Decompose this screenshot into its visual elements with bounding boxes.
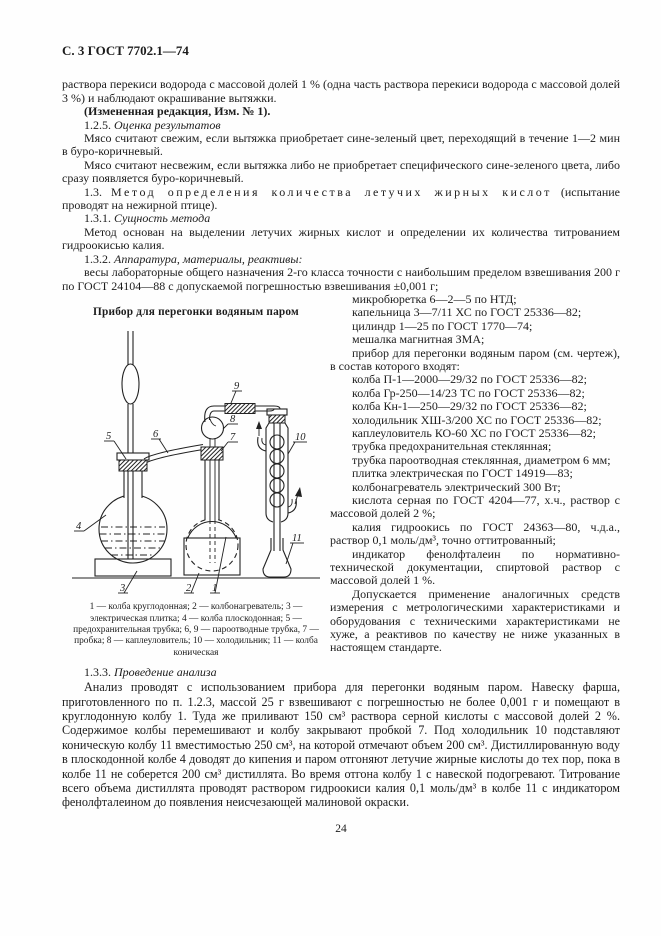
section-number: 1.3.2. (84, 251, 111, 266)
section-1-3-heading (62, 186, 620, 213)
flask4-stopper (119, 460, 147, 471)
list-item: цилиндр 1—25 по ГОСТ 1770—74; (352, 318, 533, 333)
figure-callout-10: 10 (295, 432, 306, 444)
figure-callout-7: 7 (230, 432, 236, 444)
section-number: 1.3. (84, 184, 102, 199)
list-item: кислота серная по ГОСТ 4204—77, х.ч., раствор с массовой долей 2 %; (330, 493, 620, 521)
section-title: Аппаратура, материалы, реактивы: (114, 251, 303, 266)
equivalence-note: Допускается применение аналогичных средств измерения с метрологическими характеристиками и оборудования с техническими характеристиками не хуже, а реактивов по качеству не ниже указанных в настоящем стандарте. (330, 586, 620, 655)
list-item: мешалка магнитная ЗМА; (352, 332, 485, 347)
list-item: трубка пароотводная стеклянная, диаметром 6 мм; (352, 452, 611, 467)
flow-arrow-out (295, 487, 302, 504)
flow-arrow-up (256, 421, 262, 436)
section-1-2-5-heading (62, 119, 620, 132)
paragraph-carryover: раствора перекиси водорода с массовой долей 1 % (одна часть раствора перекиси водорода с массовой долей 3 %) и наблюдают окрашивание вытяжки. (62, 77, 620, 105)
section-number: 1.3.1. (84, 211, 111, 226)
page-number: 24 (335, 822, 347, 835)
figure-callouts (74, 381, 307, 594)
figure-callout-5: 5 (106, 431, 112, 443)
section-title-spaced: Метод определения количества летучих жирных кислот (111, 184, 552, 199)
steam-tube (144, 445, 203, 465)
figure-callout-4: 4 (76, 521, 82, 533)
figure-callout-3: 3 (120, 583, 126, 595)
two-column-block (62, 293, 620, 659)
paragraph-scales: весы лабораторные общего назначения 2-го класса точности с наибольшим пределом взвешивания 200 г по ГОСТ 24104—88 с допускаемой погрешностью взвешивания ±0,001 г; (62, 265, 620, 293)
figure-title: Прибор для перегонки водяным паром (93, 305, 299, 318)
figure-callout-6: 6 (153, 429, 159, 441)
section-1-3-2-heading (62, 253, 620, 266)
amendment-note: (Измененная редакция, Изм. № 1). (84, 104, 271, 119)
figure-callout-9: 9 (234, 381, 240, 393)
list-item: колбонагреватель электрический 300 Вт; (352, 479, 561, 494)
intro-text (62, 78, 620, 293)
list-item: трубка предохранительная стеклянная; (352, 439, 552, 454)
analysis-section (62, 666, 620, 810)
figure-callout-8: 8 (230, 414, 236, 426)
list-item: прибор для перегонки водяным паром (см. чертеж), в состав которого входят: (330, 345, 620, 373)
figure-callout-11: 11 (292, 533, 302, 545)
section-title: Проведение анализа (114, 664, 217, 679)
paragraph-stale-meat: Мясо считают несвежим, если вытяжка либо не приобретает специфического сине-зеленого цвета, либо сразу появляется буро-коричневый. (62, 157, 620, 186)
conical-flask (263, 538, 291, 577)
section-1-3-1-heading (62, 212, 620, 225)
list-item: колба Гр-250—14/23 ТС по ГОСТ 25336—82; (352, 385, 585, 400)
section-title-rest: (испытание проводят на нежирной птице). (62, 184, 621, 213)
flask1-stopper (201, 447, 223, 460)
list-item: индикатор фенолфталеин по нормативно-технической документации, спиртовой раствор с массовой долей 1 %. (330, 546, 620, 588)
list-item: капельница 3—7/11 ХС по ГОСТ 25336—82; (352, 305, 582, 320)
analysis-procedure-text: Анализ проводят с использованием прибора для перегонки водяным паром. Навеску фарша, приготовленного по п. 1.2.3, массой 25 г взвешивают с погрешностью не более 0,001 г и помещают в круглодонную колбу 1. Туда же приливают 150 см³ раствора серной кислоты с массовой долей 2 %. Содержимое колбы перемешивают и колбу закрывают пробкой 7. Под холодильник 10 подставляют коническую колбу 11 вместимостью 250 см³, на которой отмечают объем 200 см³. Дистиллированную воду в плоскодонной колбе 4 доводят до кипения и паром отгоняют летучие жирные кислоты до тех пор, пока в колбе 11 не соберется 200 см³ дистиллята. Во время отгона колбу 1 с навеской подогревают. Титрование всего объема дистиллята проводят раствором гидроокиси калия 0,1 моль/дм³ в колбе 11 с индикатором фенолфталеином до появления неисчезающей малиновой окраски. (62, 680, 620, 810)
section-1-3-3-heading (62, 666, 620, 679)
figure-callout-2: 2 (186, 583, 192, 595)
distillation-apparatus-figure (62, 323, 330, 600)
paragraph-method-basis: Метод основан на выделении летучих жирных кислот и определении их количества титрованием гидроокисью калия. (62, 224, 620, 253)
list-item: каплеуловитель КО-60 ХС по ГОСТ 25336—82; (352, 425, 596, 440)
list-item: колба П-1—2000—29/32 по ГОСТ 25336—82; (352, 372, 588, 387)
page-header: С. 3 ГОСТ 7702.1—74 (62, 43, 189, 58)
figure-callout-1: 1 (212, 583, 218, 595)
section-title: Сущность метода (114, 211, 211, 226)
electric-plate (95, 559, 171, 576)
equipment-list (330, 293, 620, 655)
condenser-outlet-arm-inner (288, 499, 292, 507)
section-number: 1.2.5. (84, 117, 111, 132)
list-item: колба Кн-1—250—29/32 по ГОСТ 25336—82; (352, 399, 587, 414)
list-item: калия гидроокись по ГОСТ 24363—80, ч.д.а., раствор 0,1 моль/дм³, точно оттитрованный; (330, 519, 620, 548)
safety-tube (122, 331, 139, 559)
section-number: 1.3.3. (84, 664, 111, 679)
list-item: микробюретка 6—2—5 по НТД; (352, 291, 517, 306)
catcher-inner-hook (210, 419, 216, 426)
condenser (256, 409, 302, 551)
list-item: холодильник ХШ-3/200 ХС по ГОСТ 25336—82; (352, 412, 602, 427)
paragraph-fresh-meat: Мясо считают свежим, если вытяжка приобретает сине-зеленый цвет, переходящий в течение 1—2 мин в буро-коричневый. (62, 131, 620, 159)
figure-column (62, 293, 330, 659)
list-item: плитка электрическая по ГОСТ 14919—83; (352, 466, 573, 481)
figure-caption: 1 — колба круглодонная; 2 — колбонагреватель; 3 — электрическая плитка; 4 — колба плоскодонная; 5 — предохранительная трубка; 6, 9 — пароотводные трубка, 7 — пробка; 8 — каплеуловитель; 10 — холодильник; 11 — колба коническая (73, 602, 319, 658)
section-title: Оценка результатов (114, 117, 221, 132)
condenser-inlet-arm-inner (262, 438, 266, 445)
flask-heater (184, 538, 240, 575)
